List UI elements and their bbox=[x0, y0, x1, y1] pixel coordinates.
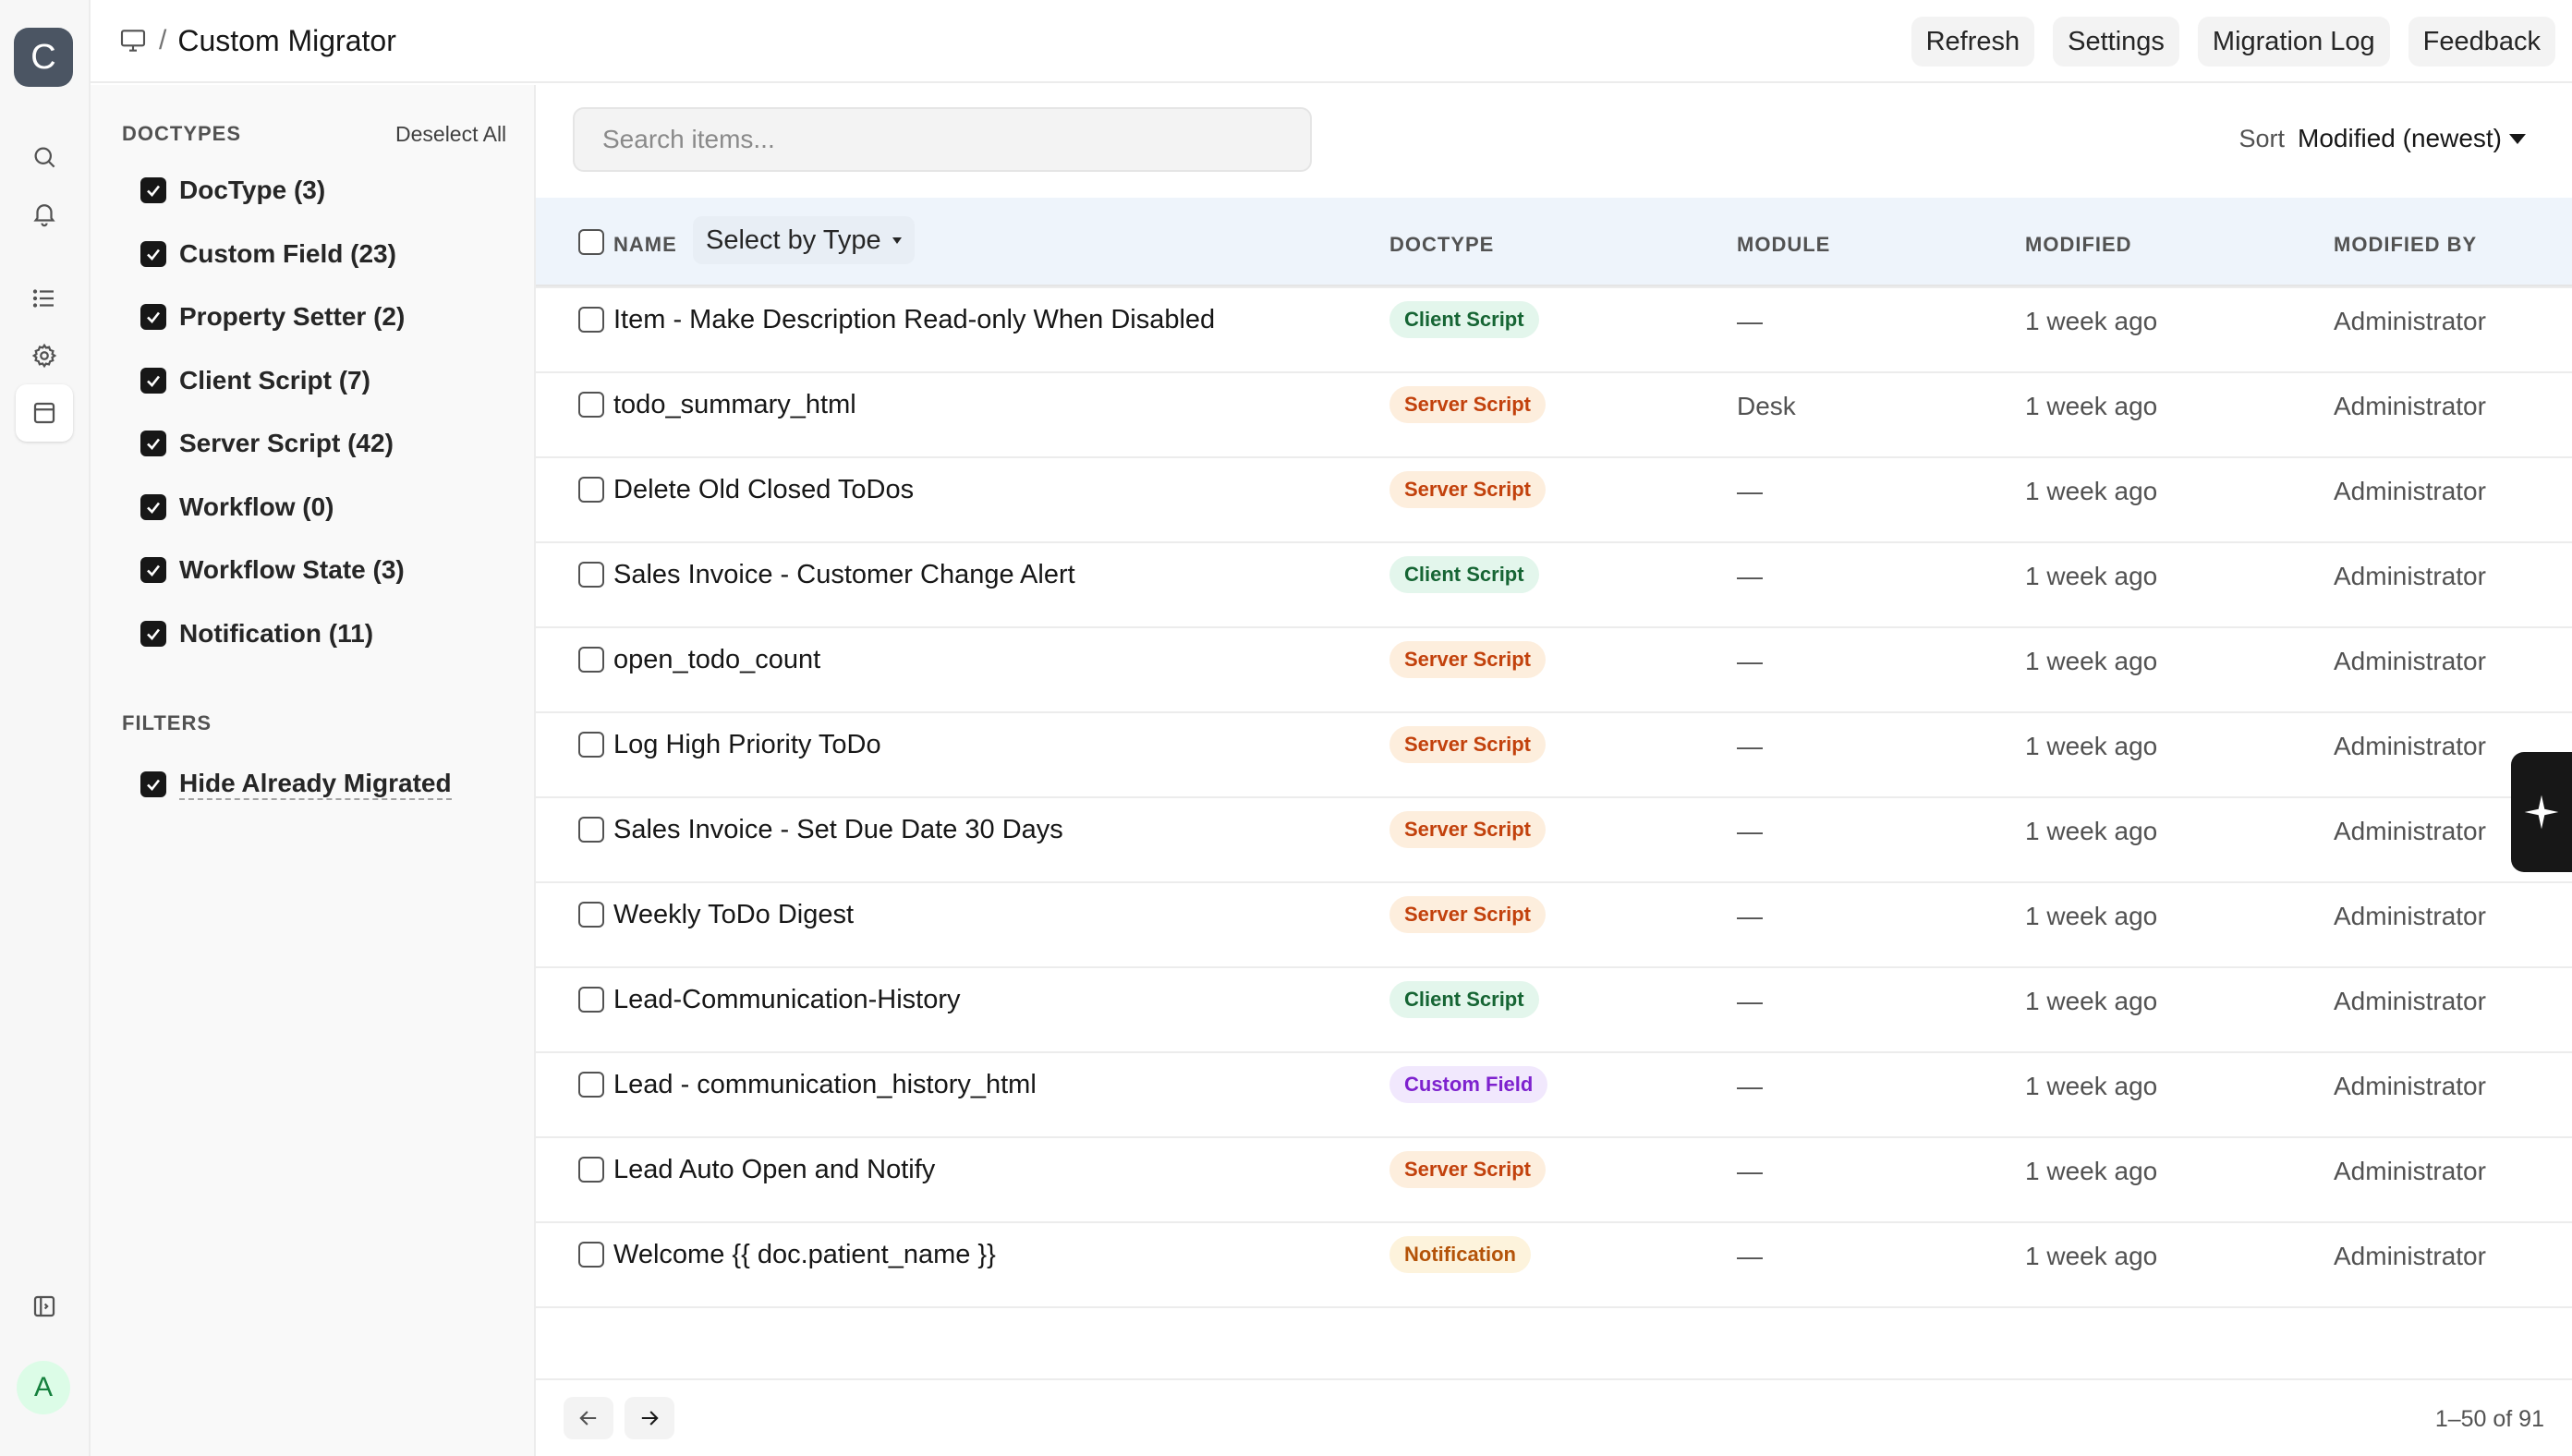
feedback-button[interactable]: Feedback bbox=[2408, 17, 2555, 67]
doctype-filter-label[interactable]: Property Setter (2) bbox=[179, 302, 406, 331]
row-modified-by: Administrator bbox=[2334, 987, 2486, 1015]
doctype-badge: Server Script bbox=[1389, 726, 1546, 763]
header-doctype: DOCTYPE bbox=[1389, 233, 1495, 256]
doctype-badge: Server Script bbox=[1389, 386, 1546, 423]
row-name: Item - Make Description Read-only When Disabled bbox=[613, 305, 1216, 334]
gear-icon[interactable] bbox=[16, 327, 73, 384]
sort-value[interactable]: Modified (newest) bbox=[2298, 124, 2502, 152]
row-module: — bbox=[1737, 902, 1763, 930]
row-name: todo_summary_html bbox=[613, 390, 856, 419]
row-checkbox[interactable] bbox=[578, 732, 604, 758]
doctype-filter-item[interactable] bbox=[140, 555, 405, 585]
select-by-type-label: Select by Type bbox=[706, 224, 881, 255]
table-row[interactable] bbox=[536, 288, 2572, 373]
row-modified-by: Administrator bbox=[2334, 307, 2486, 335]
top-actions bbox=[1911, 17, 2555, 67]
row-module: — bbox=[1737, 477, 1763, 505]
content-panel bbox=[536, 85, 2572, 1456]
row-modified: 1 week ago bbox=[2025, 987, 2158, 1015]
row-checkbox[interactable] bbox=[578, 647, 604, 673]
doctype-filter-label[interactable]: Workflow State (3) bbox=[179, 555, 405, 584]
row-module: — bbox=[1737, 307, 1763, 335]
row-name: Welcome {{ doc.patient_name }} bbox=[613, 1240, 996, 1269]
checkbox-checked[interactable] bbox=[140, 621, 166, 647]
row-modified-by: Administrator bbox=[2334, 817, 2486, 845]
table-row[interactable] bbox=[536, 373, 2572, 458]
row-modified-by: Administrator bbox=[2334, 562, 2486, 590]
row-modified: 1 week ago bbox=[2025, 392, 2158, 420]
row-name: Log High Priority ToDo bbox=[613, 730, 881, 759]
doctype-filter-label[interactable]: Server Script (42) bbox=[179, 429, 394, 457]
search-icon[interactable] bbox=[16, 128, 73, 186]
table-row[interactable] bbox=[536, 798, 2572, 883]
row-checkbox[interactable] bbox=[578, 1157, 604, 1183]
sort-label: Sort bbox=[2238, 124, 2286, 152]
row-modified: 1 week ago bbox=[2025, 732, 2158, 760]
top-bar bbox=[91, 0, 2572, 83]
header-name: NAME bbox=[613, 233, 677, 256]
doctype-badge: Server Script bbox=[1389, 896, 1546, 933]
doctype-filter-label[interactable]: Notification (11) bbox=[179, 618, 374, 648]
filters-heading: FILTERS bbox=[122, 711, 212, 734]
filter-label[interactable]: Hide Already Migrated bbox=[179, 769, 452, 800]
row-module: — bbox=[1737, 647, 1763, 675]
caret-down-icon bbox=[892, 237, 902, 244]
filter-hide-migrated[interactable] bbox=[140, 769, 452, 800]
row-name: Lead-Communication-History bbox=[613, 985, 961, 1014]
row-checkbox[interactable] bbox=[578, 477, 604, 503]
header-module: MODULE bbox=[1737, 233, 1831, 256]
row-checkbox[interactable] bbox=[578, 307, 604, 333]
row-checkbox[interactable] bbox=[578, 902, 604, 928]
row-module: — bbox=[1737, 817, 1763, 845]
row-modified: 1 week ago bbox=[2025, 1242, 2158, 1270]
doctype-filter-item[interactable] bbox=[140, 366, 370, 395]
row-modified-by: Administrator bbox=[2334, 1072, 2486, 1100]
filter-sidebar bbox=[91, 85, 536, 1456]
select-by-type-dropdown[interactable] bbox=[693, 216, 915, 264]
row-modified: 1 week ago bbox=[2025, 902, 2158, 930]
migration-log-button[interactable]: Migration Log bbox=[2198, 17, 2390, 67]
doctype-filter-label[interactable]: Custom Field (23) bbox=[179, 238, 396, 268]
sort-control[interactable] bbox=[2238, 124, 2526, 153]
checkbox-checked[interactable] bbox=[140, 494, 166, 520]
table-row[interactable] bbox=[536, 883, 2572, 968]
row-modified-by: Administrator bbox=[2334, 392, 2486, 420]
checkbox-checked[interactable] bbox=[140, 771, 166, 797]
row-checkbox[interactable] bbox=[578, 392, 604, 418]
checkbox-checked[interactable] bbox=[140, 241, 166, 267]
table-row[interactable] bbox=[536, 1053, 2572, 1138]
row-checkbox[interactable] bbox=[578, 817, 604, 843]
arrow-right-icon bbox=[637, 1405, 662, 1431]
table-header bbox=[536, 198, 2572, 286]
app-logo[interactable]: C bbox=[14, 28, 73, 87]
doctype-badge: Notification bbox=[1389, 1236, 1531, 1273]
row-modified: 1 week ago bbox=[2025, 817, 2158, 845]
row-module: — bbox=[1737, 1242, 1763, 1270]
checkbox-checked[interactable] bbox=[140, 304, 166, 330]
row-modified-by: Administrator bbox=[2334, 477, 2486, 505]
bell-icon[interactable] bbox=[16, 185, 73, 242]
doctypes-heading: DOCTYPES bbox=[122, 122, 242, 145]
checkbox-checked[interactable] bbox=[140, 431, 166, 456]
settings-button[interactable]: Settings bbox=[2053, 17, 2179, 67]
row-name: Lead - communication_history_html bbox=[613, 1070, 1037, 1099]
doctype-badge: Server Script bbox=[1389, 471, 1546, 508]
icon-rail bbox=[0, 0, 91, 1456]
arrow-left-icon bbox=[576, 1405, 601, 1431]
main-area bbox=[91, 0, 2572, 1456]
breadcrumb bbox=[118, 24, 396, 58]
row-modified-by: Administrator bbox=[2334, 1157, 2486, 1185]
doctype-badge: Client Script bbox=[1389, 981, 1539, 1018]
row-checkbox[interactable] bbox=[578, 1072, 604, 1098]
doctype-badge: Custom Field bbox=[1389, 1066, 1547, 1103]
row-modified: 1 week ago bbox=[2025, 1157, 2158, 1185]
row-name: open_todo_count bbox=[613, 645, 821, 674]
row-checkbox[interactable] bbox=[578, 562, 604, 588]
row-module: — bbox=[1737, 562, 1763, 590]
doctype-filter-label[interactable]: Workflow (0) bbox=[179, 491, 334, 521]
page-title: Custom Migrator bbox=[177, 23, 396, 57]
table-row[interactable] bbox=[536, 1138, 2572, 1223]
next-page-button[interactable] bbox=[625, 1397, 674, 1439]
row-name: Sales Invoice - Set Due Date 30 Days bbox=[613, 815, 1063, 844]
row-name: Weekly ToDo Digest bbox=[613, 900, 855, 929]
doctype-badge: Client Script bbox=[1389, 556, 1539, 593]
row-modified: 1 week ago bbox=[2025, 562, 2158, 590]
row-modified-by: Administrator bbox=[2334, 647, 2486, 675]
table-row[interactable] bbox=[536, 543, 2572, 628]
doctype-badge: Client Script bbox=[1389, 301, 1539, 338]
table-row[interactable] bbox=[536, 968, 2572, 1053]
pagination-bar bbox=[536, 1378, 2572, 1456]
row-module: — bbox=[1737, 1157, 1763, 1185]
row-name: Sales Invoice - Customer Change Alert bbox=[613, 560, 1075, 589]
table-body bbox=[536, 286, 2572, 1373]
header-modified: MODIFIED bbox=[2025, 233, 2132, 256]
prev-page-button[interactable] bbox=[564, 1397, 613, 1439]
row-name: Lead Auto Open and Notify bbox=[613, 1155, 936, 1184]
doctype-filter-item[interactable] bbox=[140, 619, 373, 649]
list-icon[interactable] bbox=[16, 270, 73, 327]
table-row[interactable] bbox=[536, 713, 2572, 798]
deselect-all-button[interactable]: Deselect All bbox=[395, 122, 507, 146]
pagination-summary: 1–50 of 91 bbox=[2434, 1406, 2544, 1432]
search-input[interactable] bbox=[573, 107, 1312, 172]
row-name: Delete Old Closed ToDos bbox=[613, 475, 915, 504]
monitor-icon bbox=[118, 26, 148, 55]
row-checkbox[interactable] bbox=[578, 1242, 604, 1268]
table-row[interactable] bbox=[536, 628, 2572, 713]
row-modified-by: Administrator bbox=[2334, 902, 2486, 930]
sparkle-icon bbox=[2521, 792, 2562, 832]
doctype-filter-item[interactable] bbox=[140, 492, 334, 522]
doctype-filter-item[interactable] bbox=[140, 176, 325, 205]
doctype-filter-item[interactable] bbox=[140, 239, 396, 269]
app-window-icon[interactable] bbox=[16, 384, 73, 442]
checkbox-checked[interactable] bbox=[140, 557, 166, 583]
doctype-filter-item[interactable] bbox=[140, 429, 394, 458]
doctype-badge: Server Script bbox=[1389, 641, 1546, 678]
row-module: — bbox=[1737, 987, 1763, 1015]
caret-down-icon bbox=[2509, 134, 2526, 144]
row-modified-by: Administrator bbox=[2334, 732, 2486, 760]
sidebar-toggle-icon[interactable] bbox=[16, 1278, 73, 1335]
ai-assistant-tab[interactable] bbox=[2511, 752, 2572, 872]
row-module: — bbox=[1737, 1072, 1763, 1100]
row-checkbox[interactable] bbox=[578, 987, 604, 1013]
checkbox-checked[interactable] bbox=[140, 368, 166, 394]
doctype-filter-item[interactable] bbox=[140, 302, 405, 332]
doctype-badge: Server Script bbox=[1389, 811, 1546, 848]
row-module: — bbox=[1737, 732, 1763, 760]
row-modified: 1 week ago bbox=[2025, 1072, 2158, 1100]
user-avatar[interactable]: A bbox=[17, 1361, 70, 1414]
checkbox-checked[interactable] bbox=[140, 177, 166, 203]
breadcrumb-separator: / bbox=[159, 25, 167, 55]
row-modified: 1 week ago bbox=[2025, 477, 2158, 505]
row-modified: 1 week ago bbox=[2025, 307, 2158, 335]
header-modified-by: MODIFIED BY bbox=[2334, 233, 2478, 256]
refresh-button[interactable]: Refresh bbox=[1911, 17, 2035, 67]
doctype-badge: Server Script bbox=[1389, 1151, 1546, 1188]
row-module: Desk bbox=[1737, 392, 1796, 420]
table-row[interactable] bbox=[536, 458, 2572, 543]
row-modified: 1 week ago bbox=[2025, 647, 2158, 675]
doctype-filter-label[interactable]: DocType (3) bbox=[179, 176, 326, 204]
row-modified-by: Administrator bbox=[2334, 1242, 2486, 1270]
doctype-filter-label[interactable]: Client Script (7) bbox=[179, 365, 370, 394]
select-all-checkbox[interactable] bbox=[578, 229, 604, 255]
table-row[interactable] bbox=[536, 1223, 2572, 1308]
